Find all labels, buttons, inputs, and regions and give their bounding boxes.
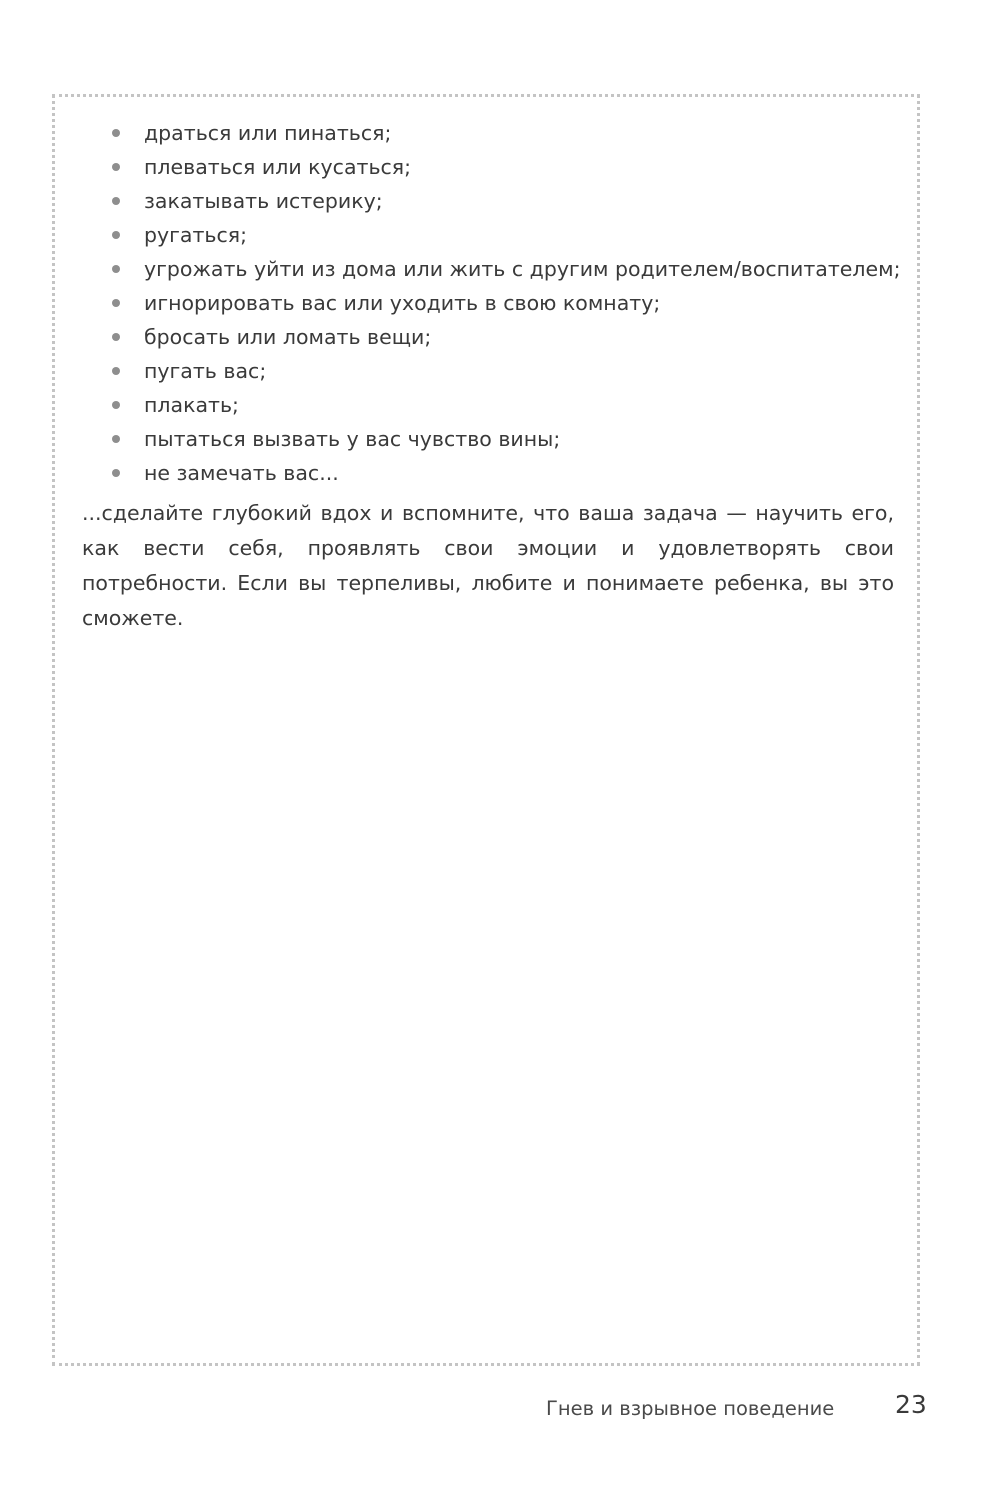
bullet-icon [112,367,120,375]
bullet-icon [112,469,120,477]
list-item [112,354,901,388]
bullet-icon [112,333,120,341]
bullet-icon [112,401,120,409]
bullet-icon [112,197,120,205]
list-item [112,286,901,320]
list-item-text: плеваться или кусаться; [144,155,412,179]
bullet-icon [112,231,120,239]
list-item-text: драться или пинаться; [144,121,392,145]
bullet-list [112,116,901,490]
list-item [112,252,901,286]
page-number: 23 [895,1390,927,1419]
chapter-title: Гнев и взрывное поведение [546,1397,835,1420]
bullet-icon [112,299,120,307]
list-item-text: бросать или ломать вещи; [144,325,432,349]
list-item [112,422,901,456]
bullet-icon [112,265,120,273]
list-item [112,116,901,150]
list-item [112,150,901,184]
bullet-icon [112,163,120,171]
list-item [112,456,901,490]
list-item-text: игнорировать вас или уходить в свою комнату; [144,291,661,315]
list-item-text: не замечать вас... [144,461,339,485]
list-item-text: пытаться вызвать у вас чувство вины; [144,427,561,451]
list-item-text: ругаться; [144,223,248,247]
list-item-text: плакать; [144,393,239,417]
list-item [112,388,901,422]
bullet-icon [112,129,120,137]
list-item-text: закатывать истерику; [144,189,383,213]
bullet-icon [112,435,120,443]
list-item [112,184,901,218]
body-paragraph: ...сделайте глубокий вдох и вспомните, что ваша задача — научить его, как вести себя, проявлять свои эмоции и удовлетворять свои потребности. Если вы терпеливы, любите и понимаете ребенка, вы это сможете. [82,501,894,630]
list-item-text: угрожать уйти из дома или жить с другим родителем/воспитателем; [144,257,901,281]
list-item [112,320,901,354]
list-item [112,218,901,252]
list-item-text: пугать вас; [144,359,267,383]
